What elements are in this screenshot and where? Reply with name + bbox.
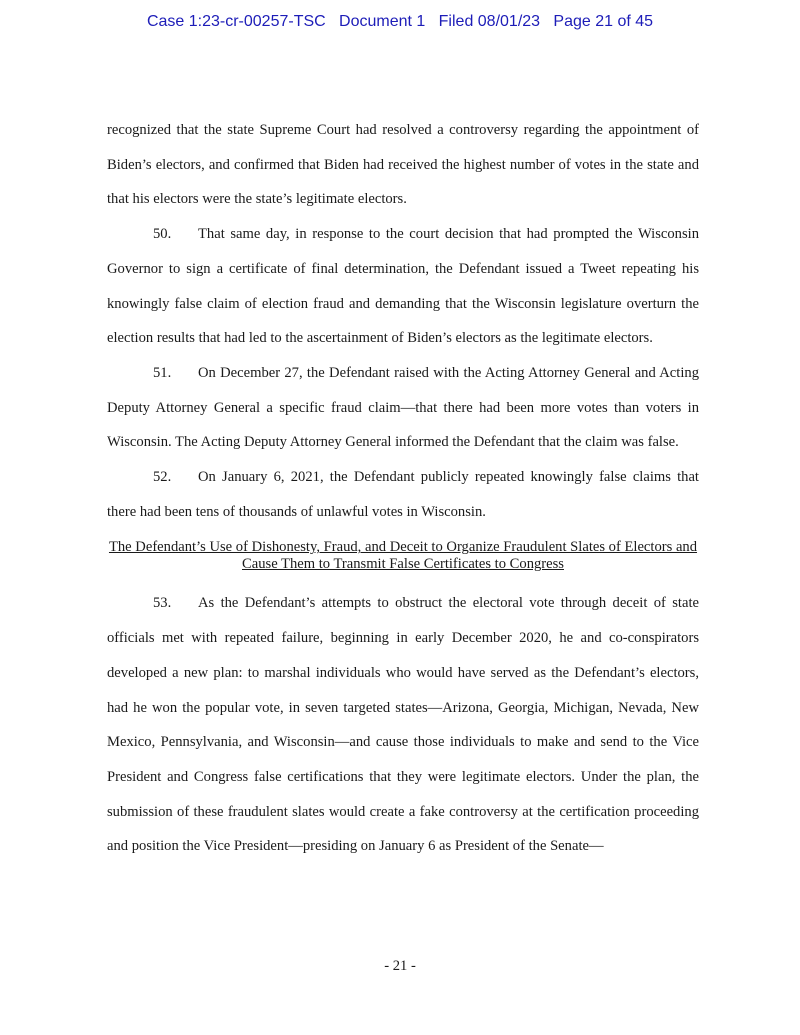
paragraph-50 (107, 217, 699, 356)
paragraph-51 (107, 356, 699, 460)
page-indicator: Page 21 of 45 (553, 13, 654, 30)
paragraph-number: 50. (153, 226, 172, 243)
paragraph-53 (107, 586, 699, 864)
case-header (0, 13, 800, 31)
document-number: Document 1 (339, 13, 426, 30)
paragraph-text: On December 27, the Defendant raised with the Acting Attorney General and Acting Deputy Attorney General a specific fraud claim—that there had been more votes than voters in Wisconsin. The Acting Deputy Attorney General informed the Defendant that the claim was false. (107, 364, 699, 451)
page-footer: - 21 - (384, 958, 416, 974)
paragraph-text: As the Defendant’s attempts to obstruct the electoral vote through deceit of state officials met with repeated failure, beginning in early December 2020, he and co-conspirators developed a new plan: to marshal individuals who would have served as the Defendant’s electors, had he won the popular vote, in seven targeted states—Arizona, Georgia, Michigan, Nevada, New Mexico, Pennsylvania, and Wisconsin—and cause those individuals to make and send to the Vice President and Congress false certifications that they were legitimate electors. Under the plan, the submission of these fraudulent slates would create a fake controversy at the certification proceeding and position the Vice President—presiding on January 6 as President of the Senate— (107, 595, 699, 855)
document-body (107, 113, 699, 864)
paragraph-number: 51. (153, 364, 172, 381)
paragraph-49-continued: recognized that the state Supreme Court had resolved a controversy regarding the appointment of Biden’s electors, and confirmed that Biden had received the highest number of votes in the state and that his electors were the state’s legitimate electors. (107, 122, 699, 208)
paragraph-text: On January 6, 2021, the Defendant publicly repeated knowingly false claims that there had been tens of thousands of unlawful votes in Wisconsin. (107, 469, 699, 520)
section-heading: The Defendant’s Use of Dishonesty, Fraud, and Deceit to Organize Fraudulent Slates of Electors and Cause Them to Transmit False Certificates to Congress (108, 539, 698, 573)
paragraph-number: 53. (153, 595, 172, 612)
paragraph-52 (107, 460, 699, 529)
case-number: Case 1:23-cr-00257-TSC (146, 13, 326, 30)
paragraph-number: 52. (153, 469, 172, 486)
paragraph-text: That same day, in response to the court decision that had prompted the Wisconsin Governor to sign a certificate of final determination, the Defendant issued a Tweet repeating his knowingly false claim of election fraud and demanding that the Wisconsin legislature overturn the election results that had led to the ascertainment of Biden’s electors as the legitimate electors. (107, 226, 699, 347)
filed-date: Filed 08/01/23 (438, 13, 541, 30)
